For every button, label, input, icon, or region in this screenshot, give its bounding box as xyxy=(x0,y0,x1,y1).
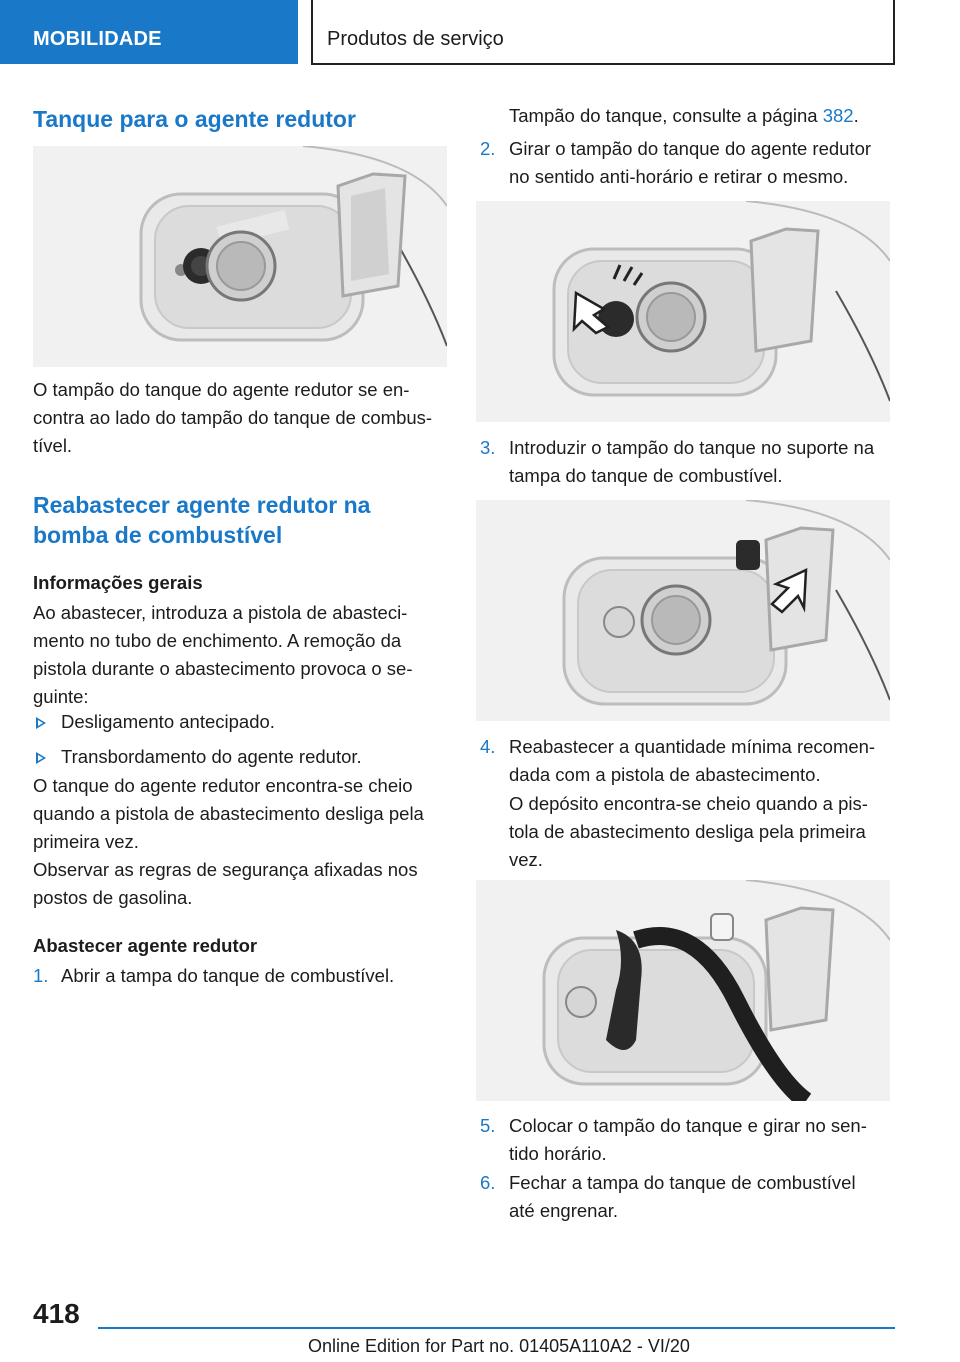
step-continuation: Tampão do tanque, consulte a página 382. xyxy=(509,105,859,126)
section-title: MOBILIDADE xyxy=(33,28,162,50)
figure-remove-cap xyxy=(476,201,890,422)
figure-tank-overview xyxy=(33,146,447,367)
chapter-title: Produtos de serviço xyxy=(327,28,504,50)
step-number: 6. xyxy=(480,1172,496,1193)
figure-refuel-nozzle xyxy=(476,880,890,1101)
step-number: 5. xyxy=(480,1115,496,1136)
edition-footer: Online Edition for Part no. 01405A110A2 - VI/20 xyxy=(308,1336,690,1356)
step-number: 3. xyxy=(480,437,496,458)
safety-paragraph: Observar as regras de segurança afixadas nos postos de gasolina. xyxy=(33,859,418,908)
footer-divider xyxy=(98,1327,895,1329)
step-number: 2. xyxy=(480,138,496,159)
bullet-item: Desligamento antecipado. xyxy=(61,711,275,732)
intro-paragraph: O tampão do tanque do agente redutor se en- contra ao lado do tampão do tanque de combus- tível. xyxy=(33,379,433,456)
heading-refuel: Reabastecer agente redutor na bomba de combustível xyxy=(33,492,371,548)
page-number: 418 xyxy=(33,1298,80,1329)
step-text: Introduzir o tampão do tanque no suporte na tampa do tanque de combustível. xyxy=(509,437,875,486)
bullet-item: Transbordamento do agente redutor. xyxy=(61,746,362,767)
step-text: Fechar a tampa do tanque de combustível até engrenar. xyxy=(509,1172,856,1221)
full-paragraph: O tanque do agente redutor encontra-se cheio quando a pistola de abastecimento desliga pela primeira vez. xyxy=(33,775,424,852)
step-text: Girar o tampão do tanque do agente redutor no sentido anti-horário e retirar o mesmo. xyxy=(509,138,872,187)
step-number: 4. xyxy=(480,736,496,757)
bullet-triangle-icon xyxy=(36,717,46,729)
section-tab xyxy=(0,0,298,64)
step-text: Colocar o tampão do tanque e girar no sen- tido horário. xyxy=(509,1115,867,1164)
bullet-triangle-icon xyxy=(36,752,46,764)
figure-insert-cap xyxy=(476,500,890,721)
general-info-paragraph: Ao abastecer, introduza a pistola de abasteci- mento no tubo de enchimento. A remoção da pistola durante o abastecimento provoca o se- guinte: xyxy=(33,602,413,707)
page-reference-link[interactable]: 382 xyxy=(822,105,854,126)
step-number: 1. xyxy=(33,965,49,986)
subheading-refuel-steps: Abastecer agente redutor xyxy=(33,935,258,956)
step-note: O depósito encontra-se cheio quando a pis- tola de abastecimento desliga pela primeira vez. xyxy=(509,793,868,870)
step-text: Abrir a tampa do tanque de combustível. xyxy=(61,965,395,986)
heading-tank: Tanque para o agente redutor xyxy=(33,106,356,132)
chapter-tab xyxy=(311,0,895,65)
subheading-general-info: Informações gerais xyxy=(33,572,203,593)
step-text: Reabastecer a quantidade mínima recomen- dada com a pistola de abastecimento. xyxy=(509,736,876,785)
